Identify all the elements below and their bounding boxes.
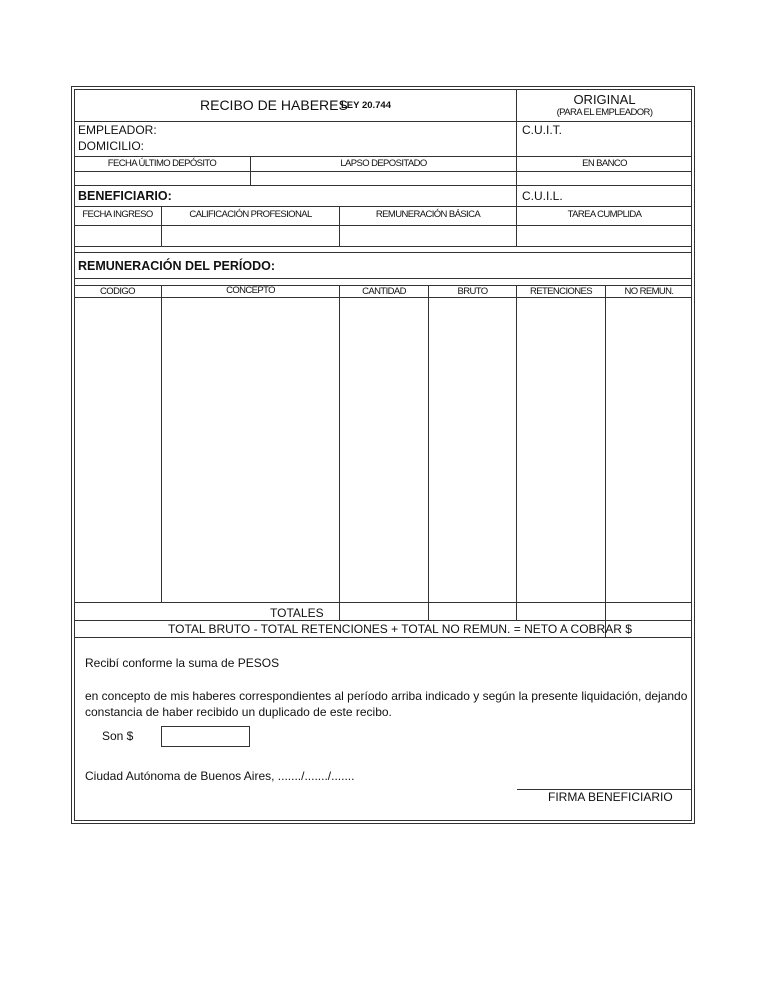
rule xyxy=(161,285,162,602)
column-header-gross: BRUTO xyxy=(457,286,488,297)
law-reference: LEY 20.744 xyxy=(341,100,392,111)
period-title: REMUNERACIÓN DEL PERÍODO: xyxy=(78,259,276,273)
rule xyxy=(74,278,692,279)
receipt-concept-line: en concepto de mis haberes correspondientes al período arriba indicado y según la presente liquidación, dejando xyxy=(85,689,688,703)
beneficiary-label: BENEFICIARIO: xyxy=(78,189,172,203)
city-date-line: Ciudad Autónoma de Buenos Aires, ......./......./....... xyxy=(85,769,355,783)
last-deposit-date-label: FECHA ÚLTIMO DEPÓSITO xyxy=(107,158,217,169)
net-pay-formula: TOTAL BRUTO - TOTAL RETENCIONES + TOTAL NO REMUN. = NETO A COBRAR $ xyxy=(168,622,632,636)
receipt-duplicate-line: constancia de haber recibido un duplicado de este recibo. xyxy=(85,705,392,719)
hire-date-label: FECHA INGRESO xyxy=(82,209,153,220)
totals-label: TOTALES xyxy=(270,606,324,620)
rule xyxy=(74,156,692,157)
base-pay-label: REMUNERACIÓN BÁSICA xyxy=(375,209,481,220)
rule xyxy=(74,171,692,172)
task-performed-label: TAREA CUMPLIDA xyxy=(567,209,642,220)
copy-type: ORIGINAL xyxy=(573,92,636,107)
rule xyxy=(74,252,692,253)
column-header-concept: CONCEPTO xyxy=(226,285,275,296)
rule xyxy=(74,246,692,247)
rule xyxy=(74,121,692,122)
rule xyxy=(74,185,692,186)
employer-label: EMPLEADOR: xyxy=(78,123,157,137)
rule xyxy=(428,285,429,620)
signature-label: FIRMA BENEFICIARIO xyxy=(548,790,673,804)
son-label: Son $ xyxy=(102,729,134,743)
son-amount-box[interactable] xyxy=(161,726,250,747)
rule xyxy=(74,637,692,638)
rule xyxy=(605,285,606,637)
rule xyxy=(74,206,692,207)
document-title: RECIBO DE HABERES xyxy=(200,97,348,113)
bank-label: EN BANCO xyxy=(582,158,627,169)
rule xyxy=(339,285,340,620)
cuil-label: C.U.I.L. xyxy=(522,189,563,203)
column-header-deductions: RETENCIONES xyxy=(529,286,593,297)
rule xyxy=(74,620,692,621)
rule xyxy=(74,297,692,298)
rule xyxy=(74,225,692,226)
deposited-period-label: LAPSO DEPOSITADO xyxy=(340,158,427,169)
copy-note: (PARA EL EMPLEADOR) xyxy=(556,107,653,118)
column-header-non-remunerative: NO REMUN. xyxy=(624,286,674,297)
cuit-label: C.U.I.T. xyxy=(522,123,563,137)
column-header-code: CODIGO xyxy=(100,286,135,297)
rule xyxy=(516,285,517,620)
professional-qualification-label: CALIFICACIÓN PROFESIONAL xyxy=(189,209,312,220)
receipt-amount-line: Recibí conforme la suma de PESOS xyxy=(85,656,280,670)
rule xyxy=(74,602,692,603)
column-header-quantity: CANTIDAD xyxy=(362,286,406,297)
address-label: DOMICILIO: xyxy=(78,139,145,153)
rule xyxy=(516,185,517,206)
